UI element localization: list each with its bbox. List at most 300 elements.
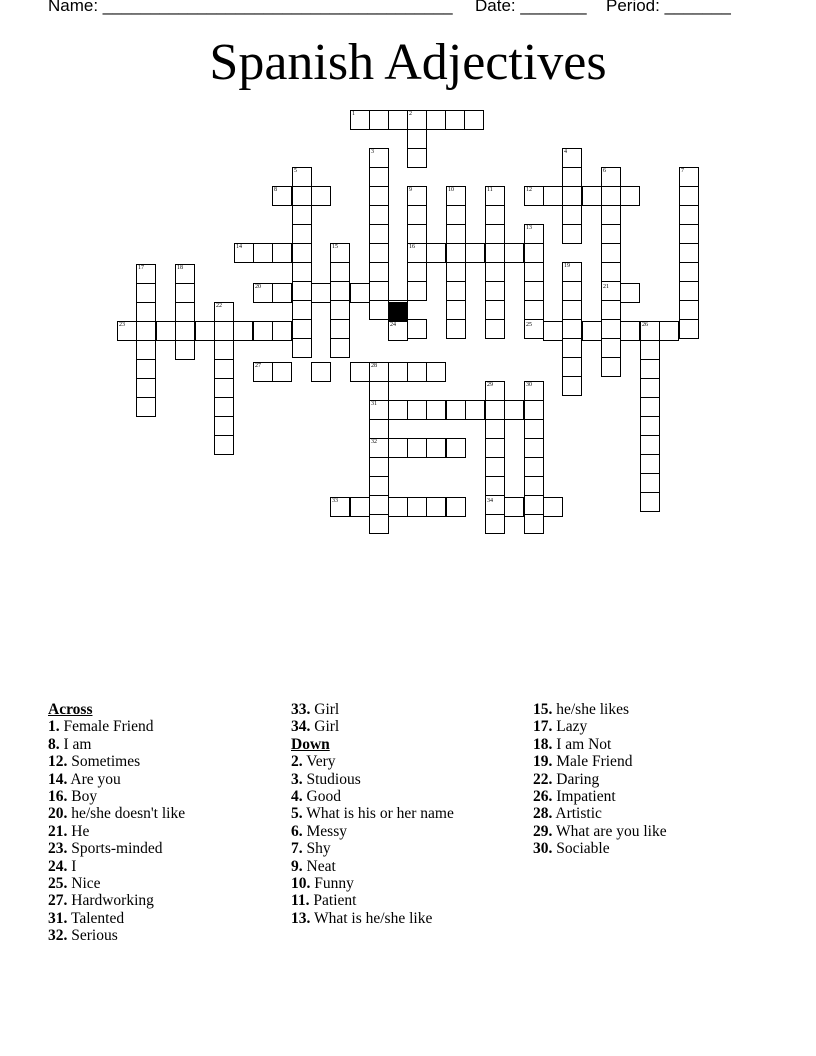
crossword-cell[interactable]: [620, 186, 640, 206]
crossword-cell[interactable]: [407, 148, 427, 168]
cell-number: 21: [603, 284, 609, 290]
crossword-cell[interactable]: [446, 281, 466, 301]
clue-text: Studious: [302, 770, 361, 788]
clue-number: 1.: [48, 718, 60, 736]
crossword-cell[interactable]: [485, 205, 505, 225]
crossword-cell[interactable]: [446, 438, 466, 458]
crossword-cell[interactable]: [330, 338, 350, 358]
crossword-cell[interactable]: [426, 110, 446, 130]
crossword-cell[interactable]: [524, 514, 544, 534]
crossword-cell[interactable]: [524, 457, 544, 477]
crossword-cell[interactable]: [620, 321, 640, 341]
cell-number: 16: [409, 244, 415, 250]
crossword-cell[interactable]: [562, 281, 582, 301]
clue-item: [533, 718, 667, 735]
cell-number: 30: [526, 382, 532, 388]
clue-item: [533, 771, 667, 788]
clue-item: [291, 753, 454, 770]
crossword-cell[interactable]: [388, 110, 408, 130]
clue-item: [48, 718, 185, 735]
clue-item: [48, 805, 185, 822]
crossword-cell[interactable]: [407, 400, 427, 420]
crossword-cell[interactable]: [446, 205, 466, 225]
crossword-cell[interactable]: [601, 224, 621, 244]
clue-number: 34.: [291, 718, 311, 736]
clue-text: Very: [302, 753, 336, 771]
clue-text: Neat: [302, 857, 336, 875]
crossword-cell[interactable]: [485, 438, 505, 458]
crossword-cell[interactable]: [524, 281, 544, 301]
crossword-cell[interactable]: [679, 205, 699, 225]
crossword-cell[interactable]: [292, 338, 312, 358]
clue-text: Nice: [67, 875, 101, 893]
crossword-cell[interactable]: [195, 321, 215, 341]
crossword-cell[interactable]: [426, 400, 446, 420]
crossword-cell[interactable]: [388, 400, 408, 420]
crossword-cell[interactable]: [601, 300, 621, 320]
clue-number: 16.: [48, 788, 68, 806]
crossword-cell[interactable]: [175, 283, 195, 303]
crossword-cell[interactable]: [543, 497, 563, 517]
crossword-cell[interactable]: [679, 186, 699, 206]
clue-column-3: [533, 701, 667, 858]
clue-text: Messy: [302, 822, 347, 840]
cell-number: 14: [236, 244, 242, 250]
page-title: Spanish Adjectives: [209, 34, 607, 91]
crossword-cell[interactable]: [136, 378, 156, 398]
clue-number: 25.: [48, 875, 68, 893]
clue-item: [48, 840, 185, 857]
name-field[interactable]: Name: _____________________________________: [48, 0, 453, 15]
clue-text: Boy: [67, 788, 98, 806]
crossword-cell[interactable]: [369, 205, 389, 225]
crossword-cell[interactable]: [465, 243, 485, 263]
clue-number: 13.: [291, 909, 311, 927]
clue-item: [533, 753, 667, 770]
crossword-cell[interactable]: [562, 319, 582, 339]
crossword-cell[interactable]: [388, 497, 408, 517]
crossword-cell[interactable]: [679, 300, 699, 320]
crossword-cell[interactable]: [485, 281, 505, 301]
crossword-cell[interactable]: [426, 243, 446, 263]
crossword-cell[interactable]: [330, 300, 350, 320]
crossword-cell[interactable]: [407, 362, 427, 382]
clue-text: Daring: [552, 770, 600, 788]
crossword-cell[interactable]: [214, 416, 234, 436]
crossword-black-cell: [388, 302, 408, 322]
crossword-cell[interactable]: [272, 362, 292, 382]
crossword-cell[interactable]: [369, 300, 389, 320]
crossword-cell[interactable]: [388, 362, 408, 382]
clue-text: Patient: [309, 892, 357, 910]
clue-number: 17.: [533, 718, 553, 736]
cell-number: 15: [332, 244, 338, 250]
clue-text: Funny: [310, 875, 354, 893]
cell-number: 10: [448, 187, 454, 193]
cell-number: 32: [371, 439, 377, 445]
crossword-cell[interactable]: [136, 302, 156, 322]
crossword-cell[interactable]: [485, 514, 505, 534]
cell-number: 12: [526, 187, 532, 193]
crossword-cell[interactable]: [369, 476, 389, 496]
crossword-cell[interactable]: [330, 262, 350, 282]
clue-item: [291, 892, 454, 909]
crossword-cell[interactable]: [369, 514, 389, 534]
crossword-cell[interactable]: [175, 302, 195, 322]
crossword-cell[interactable]: [407, 224, 427, 244]
crossword-cell[interactable]: [465, 400, 485, 420]
clue-item: [291, 788, 454, 805]
crossword-cell[interactable]: [214, 359, 234, 379]
crossword-cell[interactable]: [485, 300, 505, 320]
clue-text: Girl: [310, 718, 340, 736]
crossword-cell[interactable]: [407, 205, 427, 225]
cell-number: 26: [642, 322, 648, 328]
crossword-cell[interactable]: [253, 321, 273, 341]
cell-number: 34: [487, 498, 493, 504]
crossword-cell[interactable]: [292, 205, 312, 225]
clue-text: Good: [302, 788, 341, 806]
crossword-cell[interactable]: [640, 378, 660, 398]
crossword-cell[interactable]: [679, 243, 699, 263]
crossword-cell[interactable]: [369, 281, 389, 301]
crossword-cell[interactable]: [292, 262, 312, 282]
clue-text: he/she doesn't like: [67, 805, 186, 823]
clue-item: [48, 892, 185, 909]
crossword-cell[interactable]: [369, 419, 389, 439]
crossword-cell[interactable]: [562, 224, 582, 244]
cell-number: 19: [564, 263, 570, 269]
clue-item: [291, 805, 454, 822]
crossword-cell[interactable]: [640, 340, 660, 360]
crossword-cell[interactable]: [136, 397, 156, 417]
crossword-cell[interactable]: [524, 400, 544, 420]
crossword-cell[interactable]: [369, 243, 389, 263]
clue-item: [48, 753, 185, 770]
crossword-cell[interactable]: [136, 359, 156, 379]
crossword-cell[interactable]: [311, 362, 331, 382]
clue-text: Hardworking: [67, 892, 154, 910]
clue-number: 4.: [291, 788, 303, 806]
crossword-cell[interactable]: [292, 319, 312, 339]
crossword-cell[interactable]: [292, 243, 312, 263]
crossword-cell[interactable]: [601, 243, 621, 263]
cell-number: 29: [487, 382, 493, 388]
crossword-cell[interactable]: [407, 438, 427, 458]
clue-text: Talented: [67, 909, 125, 927]
clue-text: he/she likes: [552, 701, 629, 718]
crossword-cell[interactable]: [562, 376, 582, 396]
crossword-cell[interactable]: [292, 281, 312, 301]
clue-item: [291, 910, 454, 927]
crossword-cell[interactable]: [214, 378, 234, 398]
cell-number: 11: [487, 187, 493, 193]
clue-number: 12.: [48, 753, 68, 771]
crossword-cell[interactable]: [272, 321, 292, 341]
crossword-cell[interactable]: [562, 167, 582, 187]
clue-text: What is his or her name: [302, 805, 454, 823]
clue-text: Are you: [67, 770, 121, 788]
clue-number: 23.: [48, 840, 68, 858]
crossword-cell[interactable]: [640, 416, 660, 436]
clue-item: [48, 927, 185, 944]
crossword-cell[interactable]: [446, 319, 466, 339]
clue-text: Artistic: [552, 805, 602, 823]
cell-number: 18: [177, 265, 183, 271]
crossword-cell[interactable]: [175, 321, 195, 341]
crossword-cell[interactable]: [407, 319, 427, 339]
crossword-cell[interactable]: [446, 262, 466, 282]
clue-text: I am Not: [552, 735, 612, 753]
clue-number: 6.: [291, 822, 303, 840]
clue-number: 9.: [291, 857, 303, 875]
crossword-cell[interactable]: [640, 435, 660, 455]
crossword-cell[interactable]: [407, 129, 427, 149]
crossword-cell[interactable]: [175, 340, 195, 360]
clue-text: What is he/she like: [310, 909, 433, 927]
crossword-cell[interactable]: [640, 454, 660, 474]
crossword-cell[interactable]: [524, 300, 544, 320]
clue-text: Sociable: [552, 840, 610, 858]
clue-text: Male Friend: [552, 753, 633, 771]
crossword-cell[interactable]: [524, 495, 544, 515]
clue-item: [533, 788, 667, 805]
clue-column-2: [291, 701, 454, 927]
clue-number: 2.: [291, 753, 303, 771]
clue-section-heading: Down: [291, 735, 330, 753]
period-field[interactable]: Period: _______: [606, 0, 731, 15]
cell-number: 6: [603, 168, 606, 174]
crossword-cell[interactable]: [445, 110, 465, 130]
cell-number: 17: [138, 265, 144, 271]
cell-number: 9: [409, 187, 412, 193]
clue-number: 11.: [291, 892, 310, 910]
crossword-cell[interactable]: [350, 362, 370, 382]
crossword-cell[interactable]: [485, 476, 505, 496]
clue-number: 24.: [48, 857, 68, 875]
date-field[interactable]: Date: _______: [475, 0, 587, 15]
crossword-cell[interactable]: [485, 224, 505, 244]
clue-text: What are you like: [552, 822, 667, 840]
clue-number: 29.: [533, 822, 553, 840]
clue-number: 21.: [48, 822, 68, 840]
crossword-cell[interactable]: [330, 319, 350, 339]
clue-number: 27.: [48, 892, 68, 910]
crossword-cell[interactable]: [446, 224, 466, 244]
crossword-cell[interactable]: [485, 262, 505, 282]
clue-item: [291, 840, 454, 857]
crossword-cell[interactable]: [330, 281, 350, 301]
crossword-cell[interactable]: [446, 497, 466, 517]
crossword-cell[interactable]: [485, 419, 505, 439]
clue-item: [533, 701, 667, 718]
crossword-cell[interactable]: [426, 438, 446, 458]
crossword-cell[interactable]: [485, 457, 505, 477]
crossword-cell[interactable]: [311, 186, 331, 206]
crossword-cell[interactable]: [136, 321, 156, 341]
clue-text: Shy: [302, 840, 331, 858]
clue-item: [291, 823, 454, 840]
crossword-cell[interactable]: [426, 497, 446, 517]
clue-item: [291, 875, 454, 892]
crossword-cell[interactable]: [369, 167, 389, 187]
cell-number: 3: [371, 149, 374, 155]
crossword-cell[interactable]: [350, 283, 370, 303]
crossword-cell[interactable]: [601, 186, 621, 206]
crossword-cell[interactable]: [601, 319, 621, 339]
cell-number: 24: [390, 322, 396, 328]
crossword-cell[interactable]: [369, 381, 389, 401]
crossword-cell[interactable]: [369, 262, 389, 282]
crossword-cell[interactable]: [640, 359, 660, 379]
cell-number: 27: [255, 363, 261, 369]
crossword-cell[interactable]: [485, 319, 505, 339]
crossword-cell[interactable]: [388, 438, 408, 458]
clue-number: 30.: [533, 840, 553, 858]
crossword-cell[interactable]: [407, 497, 427, 517]
crossword-cell[interactable]: [504, 243, 524, 263]
crossword-cell[interactable]: [214, 340, 234, 360]
crossword-cell[interactable]: [543, 321, 563, 341]
crossword-cell[interactable]: [136, 283, 156, 303]
clue-text: Lazy: [552, 718, 588, 736]
crossword-cell[interactable]: [562, 205, 582, 225]
cell-number: 4: [564, 149, 567, 155]
clue-column-1: [48, 701, 185, 945]
crossword-cell[interactable]: [253, 243, 273, 263]
crossword-cell[interactable]: [562, 338, 582, 358]
clue-item: [48, 910, 185, 927]
clue-number: 14.: [48, 770, 68, 788]
clue-number: 31.: [48, 909, 68, 927]
clue-text: I: [67, 857, 77, 875]
crossword-cell[interactable]: [524, 476, 544, 496]
crossword-cell[interactable]: [156, 321, 176, 341]
crossword-cell[interactable]: [524, 262, 544, 282]
crossword-cell[interactable]: [292, 186, 312, 206]
crossword-cell[interactable]: [601, 357, 621, 377]
cell-number: 22: [216, 303, 222, 309]
clue-item: [48, 858, 185, 875]
crossword-cell[interactable]: [214, 435, 234, 455]
crossword-cell[interactable]: [504, 400, 524, 420]
crossword-cell[interactable]: [407, 281, 427, 301]
crossword-cell[interactable]: [369, 110, 389, 130]
clue-text: Girl: [310, 701, 340, 718]
crossword-cell[interactable]: [524, 419, 544, 439]
crossword-cell[interactable]: [446, 400, 466, 420]
clue-text: I am: [59, 735, 92, 753]
cell-number: 28: [371, 363, 377, 369]
cell-number: 20: [255, 284, 261, 290]
crossword-cell[interactable]: [562, 357, 582, 377]
clue-number: 19.: [533, 753, 553, 771]
crossword-cell[interactable]: [446, 300, 466, 320]
crossword-cell[interactable]: [582, 321, 602, 341]
clue-section-heading: Across: [48, 701, 93, 718]
crossword-cell[interactable]: [214, 321, 234, 341]
clue-text: Impatient: [552, 788, 616, 806]
clue-item: [533, 823, 667, 840]
crossword-cell[interactable]: [136, 340, 156, 360]
clue-number: 32.: [48, 927, 68, 945]
cell-number: 1: [352, 111, 355, 117]
crossword-cell[interactable]: [233, 321, 253, 341]
crossword-cell[interactable]: [679, 319, 699, 339]
clue-number: 5.: [291, 805, 303, 823]
crossword-cell[interactable]: [640, 397, 660, 417]
clue-text: Sports-minded: [67, 840, 163, 858]
crossword-cell[interactable]: [369, 186, 389, 206]
crossword-cell[interactable]: [292, 300, 312, 320]
cell-number: 31: [371, 401, 377, 407]
crossword-cell[interactable]: [464, 110, 484, 130]
crossword-cell[interactable]: [679, 224, 699, 244]
clue-item: [533, 840, 667, 857]
cell-number: 7: [681, 168, 684, 174]
crossword-cell[interactable]: [272, 283, 292, 303]
clue-item: [533, 736, 667, 753]
clue-number: 10.: [291, 875, 311, 893]
clue-item: [48, 875, 185, 892]
clue-item: [48, 736, 185, 753]
crossword-cell[interactable]: [659, 321, 679, 341]
clue-number: 20.: [48, 805, 68, 823]
crossword-cell[interactable]: [562, 186, 582, 206]
crossword-cell[interactable]: [504, 497, 524, 517]
clue-number: 26.: [533, 788, 553, 806]
crossword-cell[interactable]: [369, 224, 389, 244]
crossword-cell[interactable]: [562, 300, 582, 320]
clue-item: [291, 771, 454, 788]
crossword-cell[interactable]: [369, 495, 389, 515]
crossword-cell[interactable]: [407, 262, 427, 282]
clue-item: [291, 858, 454, 875]
crossword-cell[interactable]: [485, 400, 505, 420]
crossword-cell[interactable]: [601, 205, 621, 225]
crossword-cell[interactable]: [524, 243, 544, 263]
crossword-cell[interactable]: [214, 397, 234, 417]
crossword-cell[interactable]: [350, 497, 370, 517]
clue-item: [48, 788, 185, 805]
crossword-cell[interactable]: [640, 492, 660, 512]
cell-number: 13: [526, 225, 532, 231]
crossword-cell[interactable]: [292, 224, 312, 244]
crossword-cell[interactable]: [426, 362, 446, 382]
crossword-cell[interactable]: [485, 243, 505, 263]
crossword-cell[interactable]: [524, 438, 544, 458]
clue-number: 7.: [291, 840, 303, 858]
cell-number: 8: [274, 187, 277, 193]
crossword-cell[interactable]: [446, 243, 466, 263]
clue-number: 3.: [291, 770, 303, 788]
crossword-cell[interactable]: [620, 283, 640, 303]
crossword-cell[interactable]: [640, 473, 660, 493]
crossword-cell[interactable]: [679, 281, 699, 301]
crossword-cell[interactable]: [369, 457, 389, 477]
crossword-cell[interactable]: [601, 262, 621, 282]
clue-text: Sometimes: [67, 753, 141, 771]
crossword-cell[interactable]: [601, 338, 621, 358]
clue-number: 15.: [533, 701, 553, 718]
clue-item: [533, 805, 667, 822]
crossword-cell[interactable]: [582, 186, 602, 206]
crossword-cell[interactable]: [543, 186, 563, 206]
crossword-cell[interactable]: [311, 283, 331, 303]
crossword-cell[interactable]: [272, 243, 292, 263]
crossword-cell[interactable]: [679, 262, 699, 282]
clue-text: Female Friend: [59, 718, 154, 736]
